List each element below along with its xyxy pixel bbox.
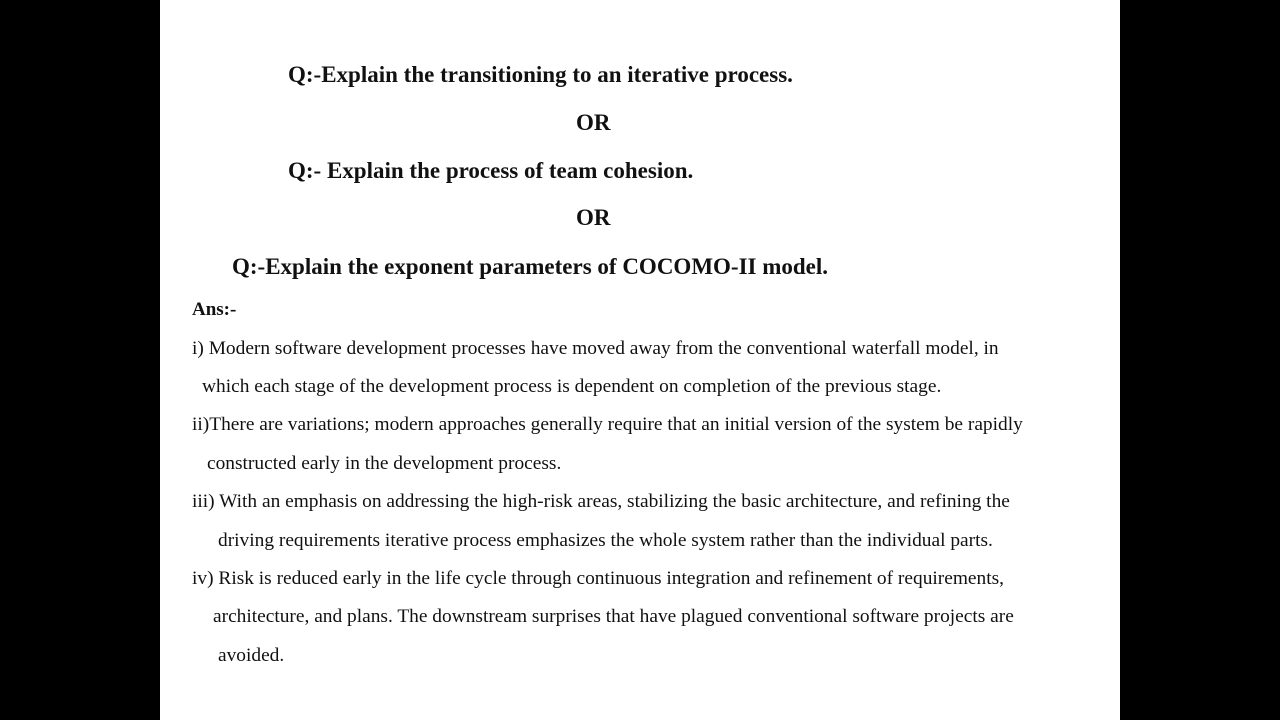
answer-point-4-line-3: avoided. — [218, 645, 285, 666]
answer-point-3-line-1: iii) With an emphasis on addressing the high-risk areas, stabilizing the basic architecture, and refining the — [192, 491, 1010, 512]
or-separator-2: OR — [576, 205, 611, 230]
answer-label: Ans:- — [192, 299, 237, 320]
or-separator-1: OR — [576, 110, 611, 135]
answer-point-1-line-1: i) Modern software development processes have moved away from the conventional waterfall model, in — [192, 338, 999, 359]
answer-point-4-line-2: architecture, and plans. The downstream surprises that have plagued conventional software projects are — [213, 606, 1014, 627]
question-2: Q:- Explain the process of team cohesion. — [288, 158, 694, 183]
answer-point-4-line-1: iv) Risk is reduced early in the life cycle through continuous integration and refinement of requirements, — [192, 568, 1005, 589]
answer-point-2-line-1: ii)There are variations; modern approaches generally require that an initial version of the system be rapidly — [192, 414, 1023, 435]
answer-point-2-line-2: constructed early in the development process. — [207, 453, 562, 474]
question-1: Q:-Explain the transitioning to an iterative process. — [288, 62, 793, 87]
document-page — [160, 0, 1120, 720]
answer-point-1-line-2: which each stage of the development process is dependent on completion of the previous stage. — [202, 376, 942, 397]
answer-point-3-line-2: driving requirements iterative process emphasizes the whole system rather than the individual parts. — [218, 530, 993, 551]
question-3: Q:-Explain the exponent parameters of COCOMO-II model. — [232, 254, 829, 279]
